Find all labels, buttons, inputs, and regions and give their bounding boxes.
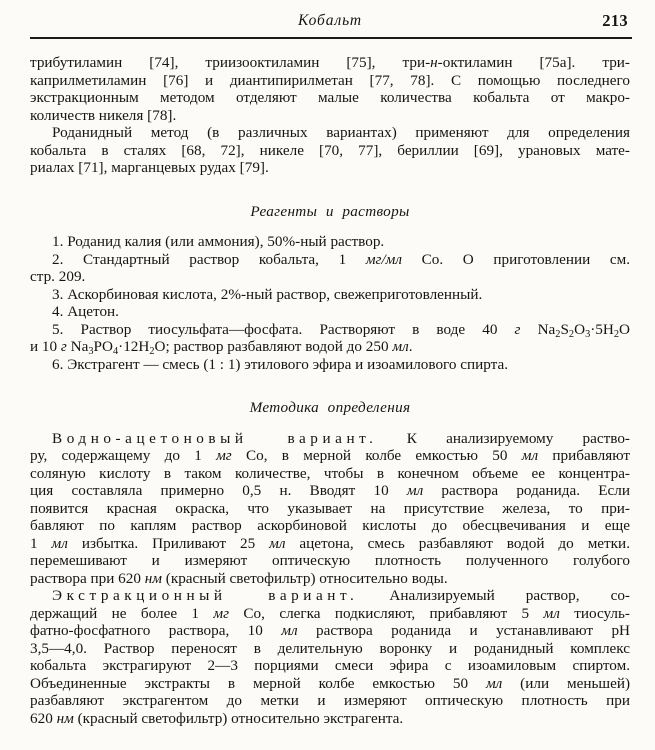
- text-line: бавляют по каплям раствор аскорбиновой кислоты до обесцвечивания и еще: [30, 517, 630, 534]
- text-line: кобальта экстрагируют 2—3 порциями смеси эфира с изоамиловым спиртом.: [30, 657, 630, 674]
- text-line: Экстракционный вариант. Анализируемый раствор, со-: [52, 587, 630, 604]
- text-line: 3,5—4,0. Раствор переносят в делительную воронку и роданидный комплекс: [30, 639, 630, 657]
- text-line: разбавляют экстрагентом до метки и измеряют оптическую плотность при: [30, 692, 630, 709]
- paragraph: [30, 430, 630, 588]
- text-line: Объединенные экстракты в мерной колбе емкостью 50 мл (или меньшей): [30, 674, 630, 692]
- text-line: Роданидный метод (в различных вариантах) применяют для определения: [52, 124, 630, 141]
- text-line: 4. Ацетон.: [52, 303, 119, 320]
- text-line: перемешивают и измеряют оптическую плотность полученного голубого: [30, 552, 630, 569]
- text-line: каприлметиламин [76] и диантипирилметан [77, 78]. С помощью последнего: [30, 71, 630, 89]
- text-line: экстракционным методом отделяют малые количества кобальта от макро-: [30, 89, 630, 106]
- text-line: кобальта в сталях [68, 72], никеле [70, 77], бериллии [69], урановых мате-: [30, 141, 630, 159]
- page-number: 213: [602, 11, 628, 30]
- text-line: появится красная окраска, что указывает на присутствие железа, то при-: [30, 499, 630, 517]
- text-line: Водно-ацетоновый вариант. К анализируемому раство-: [52, 429, 630, 447]
- reagent-list-item: [30, 303, 630, 321]
- text-line: 620 нм (красный светофильтр) относительно экстрагента.: [30, 709, 404, 727]
- header-rule: [30, 37, 632, 39]
- section-heading: Реагенты и растворы: [250, 202, 410, 220]
- text-line: раствора при 620 нм (красный светофильтр) относительно воды.: [30, 569, 448, 587]
- text-line: 3. Аскорбиновая кислота, 2%-ный раствор, свежеприготовленный.: [52, 285, 483, 303]
- text-line: ция составляла примерно 0,5 н. Вводят 10 мл раствора роданида. Если: [30, 482, 630, 499]
- paragraph: [30, 587, 630, 727]
- text-line: 1. Роданид калия (или аммония), 50%-ный раствор.: [52, 233, 385, 250]
- running-head: [30, 12, 630, 34]
- text-line: держащий не более 1 мг Со, слегка подкисляют, прибавляют 5 мл тиосуль-: [30, 604, 630, 622]
- text-line: 5. Раствор тиосульфата—фосфата. Растворяют в воде 40 г $Na_2S_2O_3\cdot 5H_2O$: [52, 320, 630, 340]
- paragraph: [30, 54, 630, 124]
- text-line: количеств никеля [78].: [30, 106, 177, 124]
- text-line: риалах [71], марганцевых рудах [79].: [30, 159, 269, 176]
- text-line: соляную кислоту в таком количестве, чтобы в конечном объеме ее концентра-: [30, 464, 630, 482]
- text-line: трибутиламин [74], триизооктиламин [75], три-н-октиламин [75а]. три-: [30, 54, 630, 71]
- text-line: фатно-фосфатного раствора, 10 мл раствора роданида и устанавливают pH: [30, 622, 631, 639]
- text-line: 2. Стандартный раствор кобальта, 1 мг/мл Со. О приготовлении см.: [52, 250, 631, 268]
- reagent-list-item: [30, 251, 630, 286]
- text-line: 1 мл избытка. Приливают 25 мл ацетона, смесь разбавляют водой до метки.: [30, 534, 630, 552]
- text-line: и 10 г $Na_3PO_4\cdot 12H_2O$; раствор разбавляют водой до 250 мл.: [30, 338, 413, 357]
- page-body: [30, 54, 630, 727]
- paragraph: [30, 124, 630, 177]
- text-line: ру, содержащему до 1 мг Со, в мерной колбе емкостью 50 мл прибавляют: [30, 447, 631, 464]
- reagent-list-item: [30, 356, 630, 374]
- reagent-list-item: [30, 321, 630, 356]
- running-title: Кобальт: [297, 12, 363, 29]
- reagent-list-item: [30, 233, 630, 251]
- text-line: 6. Экстрагент — смесь (1 : 1) этилового эфира и изоамилового спирта.: [52, 355, 509, 373]
- reagent-list-item: [30, 286, 630, 304]
- section-heading: Методика определения: [249, 399, 411, 416]
- text-line: стр. 209.: [30, 268, 86, 285]
